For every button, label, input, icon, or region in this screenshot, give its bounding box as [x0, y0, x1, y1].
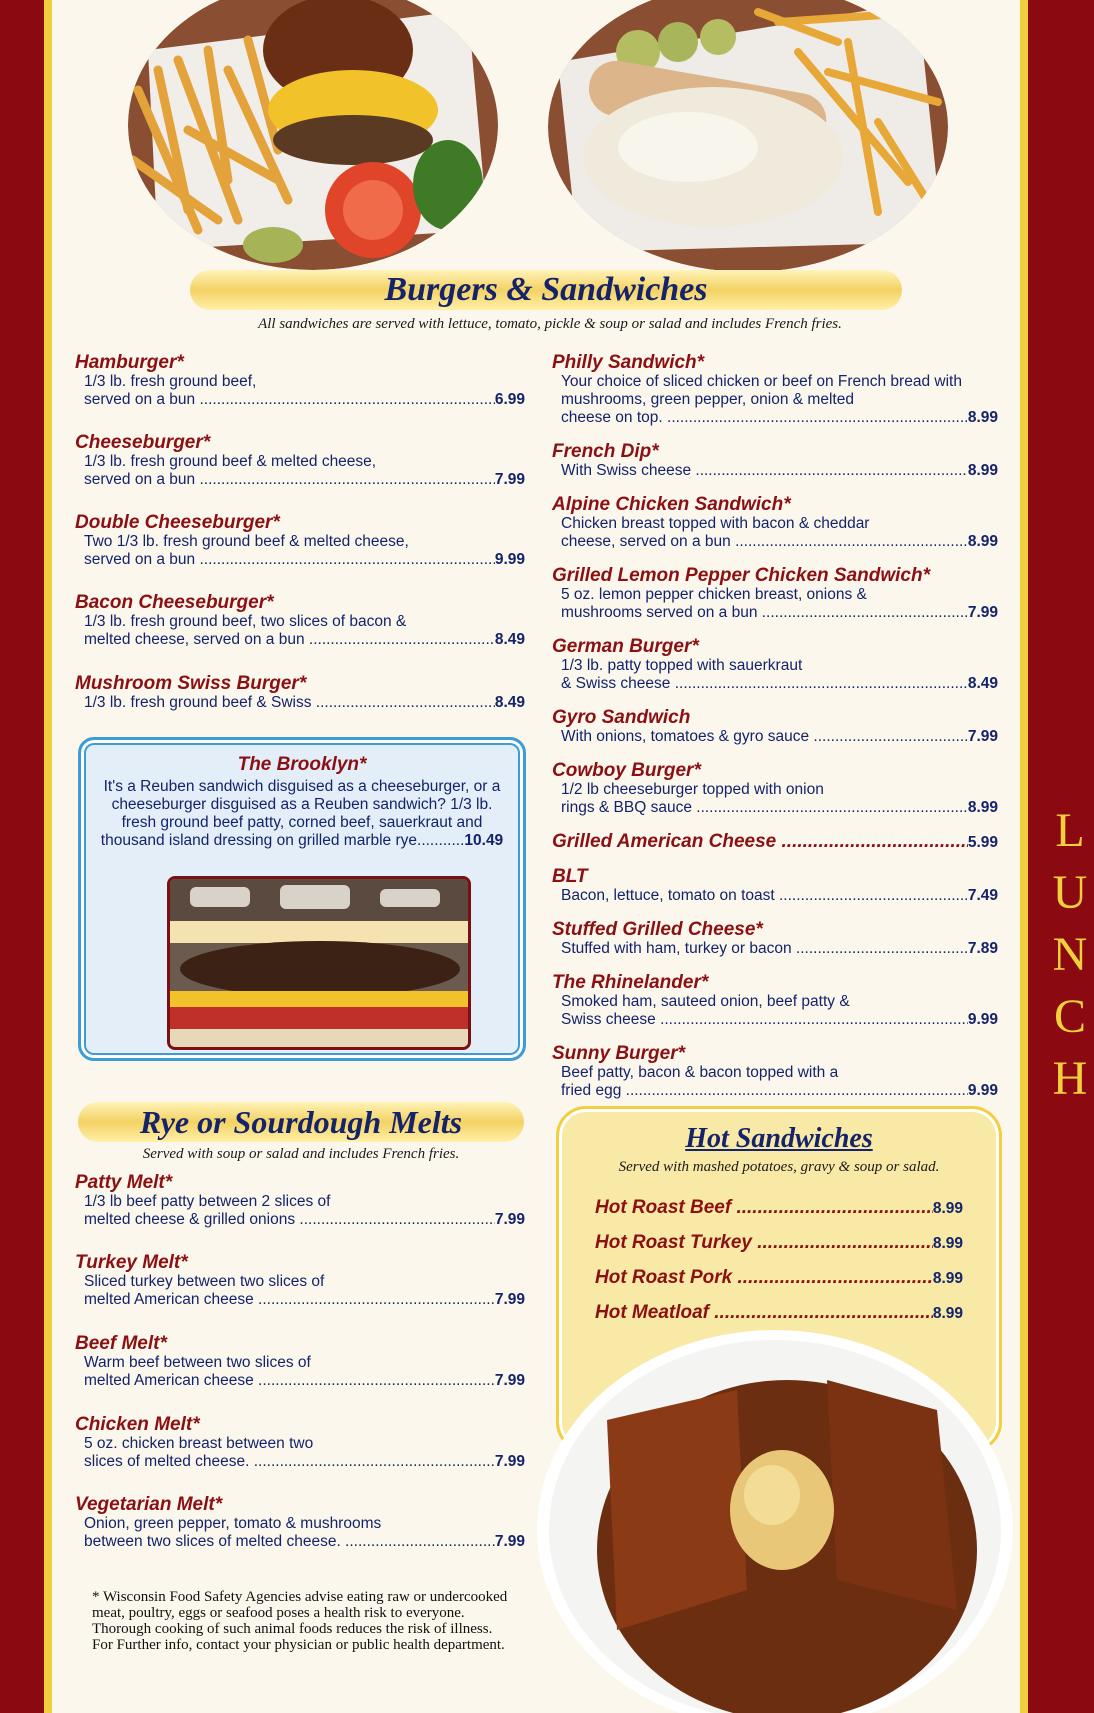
brooklyn-price: 10.49 [464, 832, 504, 849]
item-name: Grilled American Cheese ..... [552, 831, 968, 852]
item-price: 7.99 [494, 1533, 525, 1550]
item-desc: Two 1/3 lb. fresh ground beef & melted cheese, [84, 533, 409, 550]
item-desc: 1/3 lb. fresh ground beef & melted cheese, [84, 453, 377, 470]
menu-item-vegetarian-melt [75, 1494, 525, 1551]
menu-item-german-burger [552, 636, 998, 693]
item-price-row [552, 831, 998, 852]
item-price-row [552, 675, 998, 693]
item-price: 7.99 [494, 1372, 525, 1389]
item-price-row [75, 551, 525, 569]
item-name: Bacon Cheeseburger* [75, 592, 274, 613]
menu-item-gyro-sandwich [552, 707, 998, 746]
brooklyn-desc-text: It's a Reuben sandwich disguised as a cheeseburger, or a cheeseburger disguised as a Reuben sandwich? 1/3 lb. fresh ground beef patty, corned beef, sauerkraut and thousand island dressing on grilled marble rye [100, 778, 501, 849]
item-price: 8.99 [967, 462, 998, 479]
item-desc-last: With Swiss cheese ..... [561, 462, 968, 480]
item-price-row [552, 533, 998, 551]
item-price-row [552, 887, 998, 905]
menu-item-grilled-lemon-pepper-chicken [552, 565, 998, 622]
item-name: Hot Roast Turkey ..... [595, 1232, 933, 1253]
menu-item-french-dip [552, 441, 998, 480]
item-price: 8.99 [967, 409, 998, 426]
brooklyn-dots: ........... [417, 832, 465, 849]
burgers-subtitle: All sandwiches are served with lettuce, tomato, pickle & soup or salad and includes French fries. [258, 316, 842, 332]
item-price-row [552, 409, 998, 427]
item-price-row [552, 604, 998, 622]
item-price-row [552, 799, 998, 817]
hot-item-roast-turkey [595, 1232, 963, 1253]
item-name: Turkey Melt* [75, 1252, 188, 1273]
item-desc: 5 oz. lemon pepper chicken breast, onions & [561, 586, 867, 603]
item-desc-last: melted cheese & grilled onions ..... [84, 1211, 495, 1229]
menu-item-cheeseburger [75, 432, 525, 489]
item-price-row [75, 1372, 525, 1390]
item-name: Hot Roast Beef ..... [595, 1197, 933, 1218]
menu-item-turkey-melt [75, 1252, 525, 1309]
menu-item-stuffed-grilled-cheese [552, 919, 998, 958]
item-desc: 5 oz. chicken breast between two [84, 1435, 314, 1452]
item-price: 8.49 [967, 675, 998, 692]
menu-item-sunny-burger [552, 1043, 998, 1100]
item-price-row [75, 1211, 525, 1229]
item-name: Cheeseburger* [75, 432, 211, 453]
menu-item-chicken-melt [75, 1414, 525, 1471]
item-price: 7.99 [494, 1453, 525, 1470]
item-name: Double Cheeseburger* [75, 512, 280, 533]
item-price: 7.99 [494, 471, 525, 488]
brooklyn-name: The Brooklyn* [237, 754, 367, 775]
item-name: BLT [552, 866, 588, 887]
item-desc: 1/3 lb. fresh ground beef, two slices of bacon & [84, 613, 407, 630]
menu-item-mushroom-swiss-burger [75, 673, 525, 712]
item-price: 7.99 [494, 1211, 525, 1228]
brooklyn-feature-box [78, 737, 526, 1061]
item-price: 6.99 [494, 391, 525, 408]
item-price-row [75, 1291, 525, 1309]
side-letter: U [1052, 866, 1088, 919]
item-price: 7.89 [967, 940, 998, 957]
item-price: 8.99 [967, 533, 998, 550]
item-name: Mushroom Swiss Burger* [75, 673, 307, 694]
item-desc: Chicken breast topped with bacon & cheddar [561, 515, 870, 532]
item-price: 9.99 [967, 1082, 998, 1099]
item-name: The Rhinelander* [552, 972, 709, 993]
menu-item-rhinelander [552, 972, 998, 1029]
item-price: 5.99 [967, 834, 998, 851]
item-price-row [552, 1011, 998, 1029]
item-desc-last: melted American cheese ..... [84, 1291, 495, 1309]
item-name: Stuffed Grilled Cheese* [552, 919, 763, 940]
item-desc-last: fried egg ..... [561, 1082, 968, 1100]
item-price-row [75, 1453, 525, 1471]
brooklyn-desc [93, 778, 511, 850]
item-name: Grilled Lemon Pepper Chicken Sandwich* [552, 565, 930, 586]
lunch-side-label [1046, 800, 1094, 1110]
item-name: Philly Sandwich* [552, 352, 705, 373]
item-price: 8.99 [932, 1235, 963, 1252]
hot-item-roast-pork [595, 1267, 963, 1288]
item-desc-last: With onions, tomatoes & gyro sauce ..... [561, 728, 968, 746]
item-price-row [552, 728, 998, 746]
item-price-row [552, 940, 998, 958]
menu-item-philly-sandwich [552, 352, 998, 427]
item-name: Chicken Melt* [75, 1414, 200, 1435]
item-desc: Smoked ham, sauteed onion, beef patty & [561, 993, 850, 1010]
item-desc-last: cheese, served on a bun ..... [561, 533, 968, 551]
item-price: 8.99 [932, 1305, 963, 1322]
item-price-row [552, 1082, 998, 1100]
melts-banner [78, 1102, 524, 1142]
item-name: Beef Melt* [75, 1333, 167, 1354]
item-desc-last: cheese on top. ..... [561, 409, 968, 427]
menu-item-beef-melt [75, 1333, 525, 1390]
item-name: Vegetarian Melt* [75, 1494, 223, 1515]
item-price: 7.99 [967, 604, 998, 621]
item-desc-last: served on a bun ..... [84, 391, 495, 409]
item-desc: 1/3 lb. fresh ground beef, [84, 373, 257, 390]
item-desc-last: served on a bun ..... [84, 551, 495, 569]
item-price: 7.99 [494, 1291, 525, 1308]
item-desc-last: rings & BBQ sauce ..... [561, 799, 968, 817]
item-name: Alpine Chicken Sandwich* [552, 494, 791, 515]
item-desc: Onion, green pepper, tomato & mushrooms [84, 1515, 382, 1532]
side-letter: H [1052, 1052, 1088, 1105]
item-price-row [75, 1533, 525, 1551]
item-desc: 1/3 lb beef patty between 2 slices of [84, 1193, 331, 1210]
item-desc-last: mushrooms served on a bun ..... [561, 604, 968, 622]
item-price: 9.99 [967, 1011, 998, 1028]
hot-item-roast-beef [595, 1197, 963, 1218]
item-price-row [552, 462, 998, 480]
item-desc-last: Swiss cheese ..... [561, 1011, 968, 1029]
item-price-row [75, 631, 525, 649]
side-letter: C [1053, 990, 1086, 1043]
item-name: Hot Roast Pork ..... [595, 1267, 933, 1288]
menu-item-hamburger [75, 352, 525, 409]
item-desc: Sliced turkey between two slices of [84, 1273, 325, 1290]
item-name: Hamburger* [75, 352, 184, 373]
item-price: 9.99 [494, 551, 525, 568]
item-price: 7.49 [967, 887, 998, 904]
item-name: Patty Melt* [75, 1172, 173, 1193]
item-price-row [75, 694, 525, 712]
burgers-title: Burgers & Sandwiches [384, 271, 708, 308]
item-name: Hot Meatloaf ..... [595, 1302, 933, 1323]
item-desc-last: Stuffed with ham, turkey or bacon ..... [561, 940, 968, 958]
item-desc-last: between two slices of melted cheese. ..... [84, 1533, 495, 1551]
melts-subtitle: Served with soup or salad and includes French fries. [142, 1146, 460, 1162]
item-price: 8.99 [967, 799, 998, 816]
item-name: Gyro Sandwich [552, 707, 691, 728]
item-desc-last: & Swiss cheese ..... [561, 675, 968, 693]
brooklyn-photo [167, 876, 471, 1050]
item-desc-last: served on a bun ..... [84, 471, 495, 489]
item-price: 8.49 [494, 694, 525, 711]
menu-item-grilled-american-cheese [552, 831, 998, 852]
item-price: 8.99 [932, 1200, 963, 1217]
item-desc: Beef patty, bacon & bacon topped with a [561, 1064, 839, 1081]
item-name: Cowboy Burger* [552, 760, 701, 781]
item-desc-last: melted American cheese ..... [84, 1372, 495, 1390]
right-gold-border [1020, 0, 1028, 1713]
item-desc: Your choice of sliced chicken or beef on French bread with mushrooms, green pepper, onion & melted [561, 373, 962, 408]
hot-item-meatloaf [595, 1302, 963, 1323]
item-price: 8.99 [932, 1270, 963, 1287]
item-price-row [75, 471, 525, 489]
hot-roast-beef-photo [537, 1330, 1013, 1713]
item-price-row [75, 391, 525, 409]
burgers-banner [190, 270, 902, 310]
item-desc-last: melted cheese, served on a bun ..... [84, 631, 495, 649]
hot-sandwiches-title: Hot Sandwiches [685, 1123, 873, 1154]
item-name: French Dip* [552, 441, 659, 462]
hot-sandwiches-subtitle: Served with mashed potatoes, gravy & soup or salad. [618, 1159, 940, 1175]
item-desc-last: slices of melted cheese. ..... [84, 1453, 495, 1471]
menu-item-blt [552, 866, 998, 905]
item-desc: Warm beef between two slices of [84, 1354, 311, 1371]
menu-item-cowboy-burger [552, 760, 998, 817]
menu-item-alpine-chicken-sandwich [552, 494, 998, 551]
food-safety-disclaimer: * Wisconsin Food Safety Agencies advise eating raw or undercooked meat, poultry, eggs or seafood poses a health risk to everyone. Thorough cooking of such animal foods reduces the risk of illness. For Further info, contact your physician or public health department. [92, 1589, 508, 1653]
item-name: Sunny Burger* [552, 1043, 686, 1064]
item-name: German Burger* [552, 636, 699, 657]
menu-item-patty-melt [75, 1172, 525, 1229]
side-letter: N [1052, 928, 1088, 981]
item-price: 8.49 [494, 631, 525, 648]
left-gold-border [44, 0, 52, 1713]
side-letter: L [1055, 804, 1085, 857]
item-desc-last: 1/3 lb. fresh ground beef & Swiss ..... [84, 694, 495, 712]
melts-title: Rye or Sourdough Melts [139, 1104, 463, 1140]
item-desc: 1/2 lb cheeseburger topped with onion [561, 781, 824, 798]
item-price: 7.99 [967, 728, 998, 745]
menu-item-double-cheeseburger [75, 512, 525, 569]
item-desc: 1/3 lb. patty topped with sauerkraut [561, 657, 803, 674]
menu-item-bacon-cheeseburger [75, 592, 525, 649]
item-desc-last: Bacon, lettuce, tomato on toast ..... [561, 887, 968, 905]
